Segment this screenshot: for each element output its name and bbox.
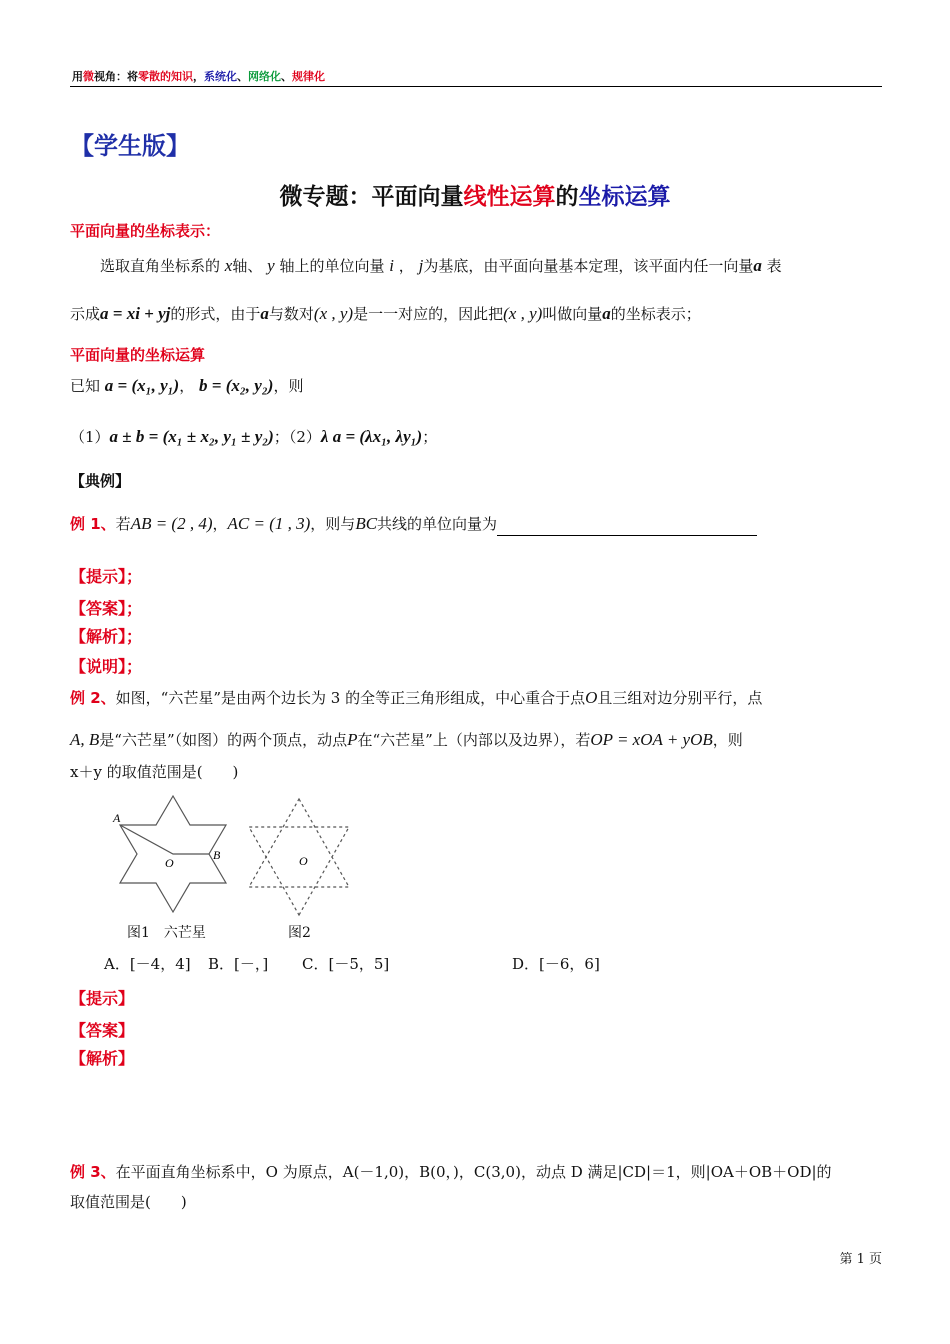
text: ，则与 (310, 515, 356, 533)
text: ， (212, 515, 228, 533)
example-2-line3: x＋y 的取值范围是( ) (70, 763, 239, 781)
answer-label: 【答案】 (70, 1021, 135, 1040)
example-label: 例 1、 (70, 515, 116, 533)
text: 共线的单位向量为 (377, 515, 498, 533)
option-d[interactable]: D．[－6，6] (512, 955, 600, 973)
header-part: 规律化 (292, 70, 325, 83)
text: （1） (70, 428, 110, 446)
edition-label: 【学生版】 (70, 132, 190, 160)
math: x (224, 256, 233, 275)
math: OP = xOA + yOB (590, 730, 713, 749)
figure-1-hexagram (105, 790, 240, 920)
text: 是“六芒星”（如图）的两个顶点，动点 (99, 731, 348, 749)
example-2-line1 (70, 686, 890, 710)
text: ；（2） (273, 428, 321, 446)
text: 轴上的单位向量 (279, 257, 385, 275)
note-label: 【说明】； (70, 657, 143, 676)
text: 在“六芒星”上（内部以及边界），若 (357, 731, 591, 749)
text: ， (398, 257, 414, 275)
title-part: 微专题：平面向量 (279, 184, 464, 210)
math: a (260, 304, 269, 323)
text: 若 (115, 515, 131, 533)
math: a (602, 304, 611, 323)
title-part: 的 (555, 184, 579, 210)
title-part: 坐标运算 (578, 184, 671, 210)
header-part: ， (193, 70, 204, 83)
math: (x , y) (313, 304, 354, 323)
math: a = xi + yj (100, 304, 171, 323)
hint-label: 【提示】 (70, 989, 135, 1008)
answer-blank[interactable] (497, 519, 757, 536)
analysis-label: 【解析】； (70, 627, 143, 646)
figure-1-caption: 图1 六芒星 (127, 925, 206, 941)
text: 示成 (70, 305, 101, 323)
analysis-label: 【解析】 (70, 1049, 135, 1068)
page-number: 第 1 页 (839, 1252, 882, 1267)
vector-lines (120, 825, 209, 854)
header-part: 、 (237, 70, 248, 83)
math: y (267, 256, 275, 275)
option-a[interactable]: A．[－4，4] (104, 955, 191, 973)
header-part: 微 (83, 70, 94, 83)
text: ，则 (712, 731, 743, 749)
example-label: 例 2、 (70, 689, 116, 707)
text: 的坐标表示； (610, 305, 701, 323)
option-b[interactable]: B．[－，] (208, 955, 269, 973)
figure-2-caption: 图2 (288, 925, 311, 941)
math: (x , y) (503, 304, 543, 323)
point-o-label: O (299, 854, 308, 868)
text: 是一一对应的，因此把 (353, 305, 504, 323)
figure-2-dashed-hexagram (242, 795, 357, 920)
text: ，则 (273, 377, 304, 395)
header-part: 系统化 (204, 70, 237, 83)
math: BC (355, 514, 378, 533)
text: 已知 (70, 377, 101, 395)
math: λ a = (λx₁, λy₁) (320, 427, 423, 446)
page-header (72, 68, 325, 84)
math: AB = (2 , 4) (130, 514, 213, 533)
math: a (753, 256, 762, 275)
text: 与数对 (268, 305, 314, 323)
math: i (389, 256, 394, 275)
example-3-line2: 取值范围是( ) (70, 1193, 187, 1211)
text: 为基底，由平面向量基本定理，该平面内任一向量 (423, 257, 754, 275)
header-part: 视角：将 (94, 70, 138, 83)
math: b = (x₂, y₂) (199, 376, 274, 395)
header-part: 、 (281, 70, 292, 83)
paragraph-line (70, 425, 437, 449)
point-o-label: O (165, 856, 174, 870)
point-b-label: B (213, 848, 221, 862)
text: 叫做向量 (542, 305, 603, 323)
text: 选取直角坐标系的 (100, 257, 221, 275)
example-label: 例 3、 (70, 1163, 116, 1181)
text: ； (422, 428, 438, 446)
examples-heading: 【典例】 (70, 472, 131, 490)
section-heading: 平面向量的坐标运算 (70, 346, 206, 364)
math: O (585, 688, 598, 707)
math: a = (x₁, y₁) (104, 376, 180, 395)
page-title (0, 178, 950, 211)
example-3-line1 (70, 1160, 890, 1184)
text: 的形式，由于 (170, 305, 261, 323)
header-part: 零散的知识 (138, 70, 193, 83)
text: 在平面直角坐标系中，O 为原点，A(－1,0)，B(0，)，C(3,0)，动点 D 满足|CD|＝1，则|OA＋OB＋OD|的 (115, 1163, 832, 1181)
header-part: 网络化 (248, 70, 281, 83)
math: A, B (70, 730, 100, 749)
text: 轴、 (232, 257, 263, 275)
example-1 (70, 512, 890, 536)
math: a ± b = (x₁ ± x₂, y₁ ± y₂) (109, 427, 274, 446)
header-part: 用 (72, 70, 83, 83)
paragraph-line (100, 254, 890, 278)
hint-label: 【提示】； (70, 567, 143, 586)
option-c[interactable]: C．[－5，5] (302, 955, 390, 973)
math: P (347, 730, 358, 749)
section-heading: 平面向量的坐标表示： (70, 222, 221, 240)
point-a-label: A (113, 811, 121, 825)
text: ， (179, 377, 195, 395)
math: j (418, 256, 424, 275)
answer-label: 【答案】； (70, 599, 143, 618)
example-2-line2 (70, 728, 890, 752)
text: 表 (766, 257, 782, 275)
text: 且三组对边分别平行，点 (597, 689, 763, 707)
paragraph-line (70, 302, 890, 326)
math: AC = (1 , 3) (227, 514, 311, 533)
triangle-down (249, 827, 349, 915)
text: 如图，“六芒星”是由两个边长为 3 的全等正三角形组成，中心重合于点 (115, 689, 586, 707)
header-rule (70, 86, 882, 87)
paragraph-line (70, 374, 303, 398)
triangle-up (249, 799, 349, 887)
title-part: 线性运算 (463, 184, 556, 210)
